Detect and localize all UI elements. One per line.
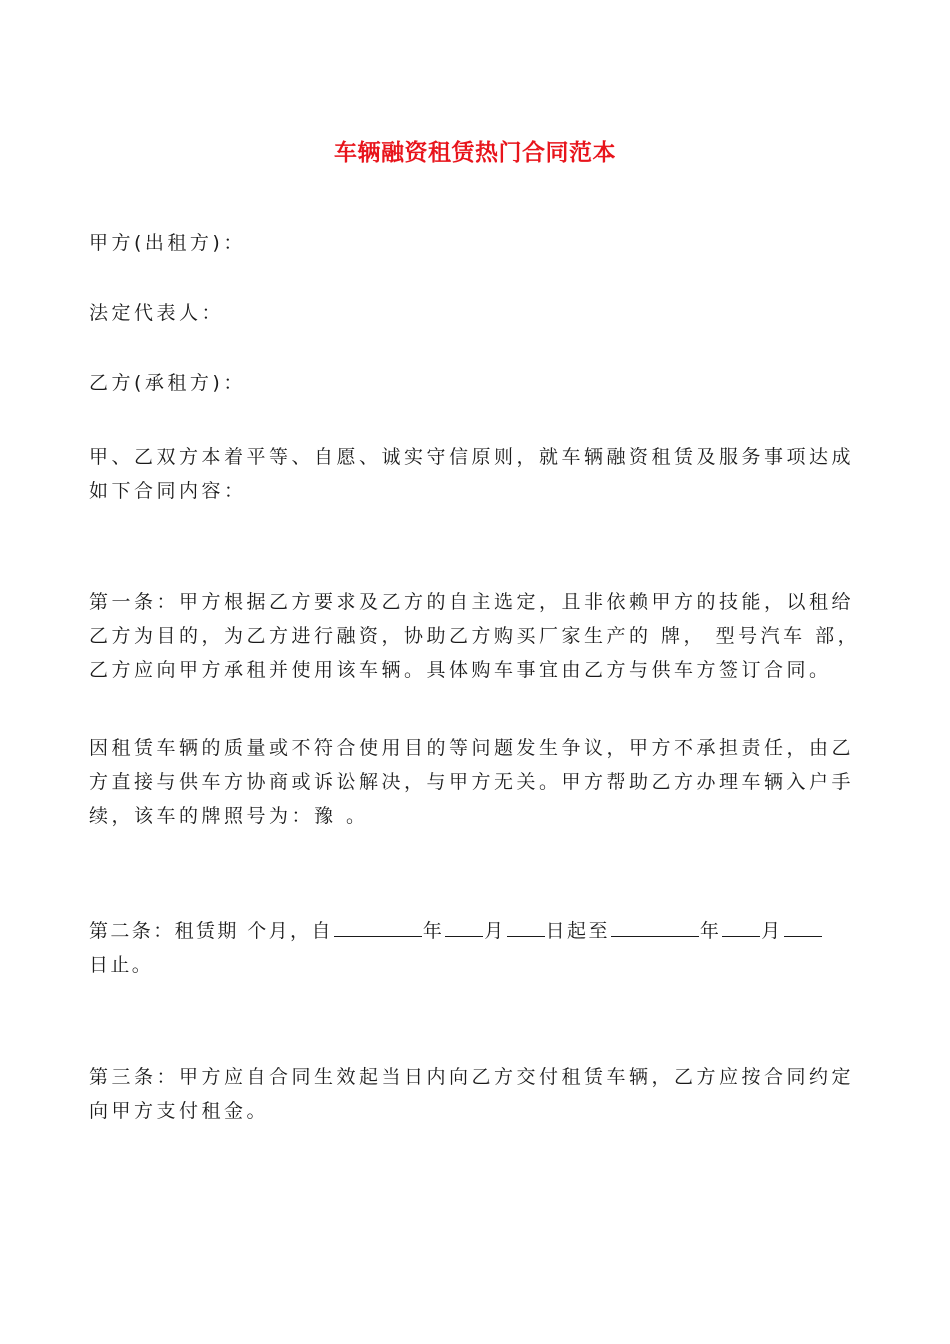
article-2-line-1 <box>89 914 864 948</box>
article-2-prefix: 第二条：租赁期 个月，自 <box>89 920 333 942</box>
party-b-text: 乙方(承租方)： <box>89 372 246 394</box>
blank-end-year <box>611 914 699 937</box>
article-3-line: 向甲方支付租金。 <box>89 1100 270 1122</box>
blank-end-day <box>784 914 822 937</box>
article-1-line: 第一条：甲方根据乙方要求及乙方的自主选定，且非依赖甲方的技能，以租给 <box>89 591 855 613</box>
party-a-label <box>89 226 864 260</box>
article-1-cont-line: 因租赁车辆的质量或不符合使用目的等问题发生争议，甲方不承担责任，由乙 <box>89 737 855 759</box>
intro-line: 如下合同内容： <box>89 480 247 502</box>
blank-start-year <box>334 914 422 937</box>
legal-rep-label <box>89 296 864 330</box>
blank-end-month <box>722 914 760 937</box>
start-year-label: 年 <box>422 920 445 942</box>
intro-line: 甲、乙双方本着平等、自愿、诚实守信原则，就车辆融资租赁及服务事项达成 <box>89 446 855 468</box>
end-month-label: 月 <box>761 920 783 942</box>
document-title: 车辆融资租赁热门合同范本 <box>334 140 616 166</box>
party-b-label <box>89 366 864 400</box>
article-1-paragraph <box>89 585 864 687</box>
article-1-line: 乙方为目的，为乙方进行融资，协助乙方购买厂家生产的 牌， 型号汽车 部， <box>89 625 861 647</box>
party-a-text: 甲方(出租方)： <box>89 232 246 254</box>
blank-start-day <box>507 914 545 937</box>
article-2-paragraph <box>89 914 864 982</box>
start-month-label: 月 <box>484 920 506 942</box>
end-year-label: 年 <box>699 920 722 942</box>
article-1-cont-line: 续，该车的牌照号为：豫 。 <box>89 805 369 827</box>
article-1-cont-line: 方直接与供车方协商或诉讼解决，与甲方无关。甲方帮助乙方办理车辆入户手 <box>89 771 855 793</box>
intro-paragraph <box>89 440 864 508</box>
article-1-line: 乙方应向甲方承租并使用该车辆。具体购车事宜由乙方与供车方签订合同。 <box>89 659 832 681</box>
article-1-continuation <box>89 731 864 833</box>
blank-start-month <box>445 914 483 937</box>
article-2-line-2: 日止。 <box>89 954 154 976</box>
start-day-label: 日起至 <box>545 920 610 942</box>
article-3-line: 第三条：甲方应自合同生效起当日内向乙方交付租赁车辆，乙方应按合同约定 <box>89 1066 855 1088</box>
article-3-paragraph <box>89 1060 864 1128</box>
legal-rep-text: 法定代表人： <box>89 302 225 324</box>
